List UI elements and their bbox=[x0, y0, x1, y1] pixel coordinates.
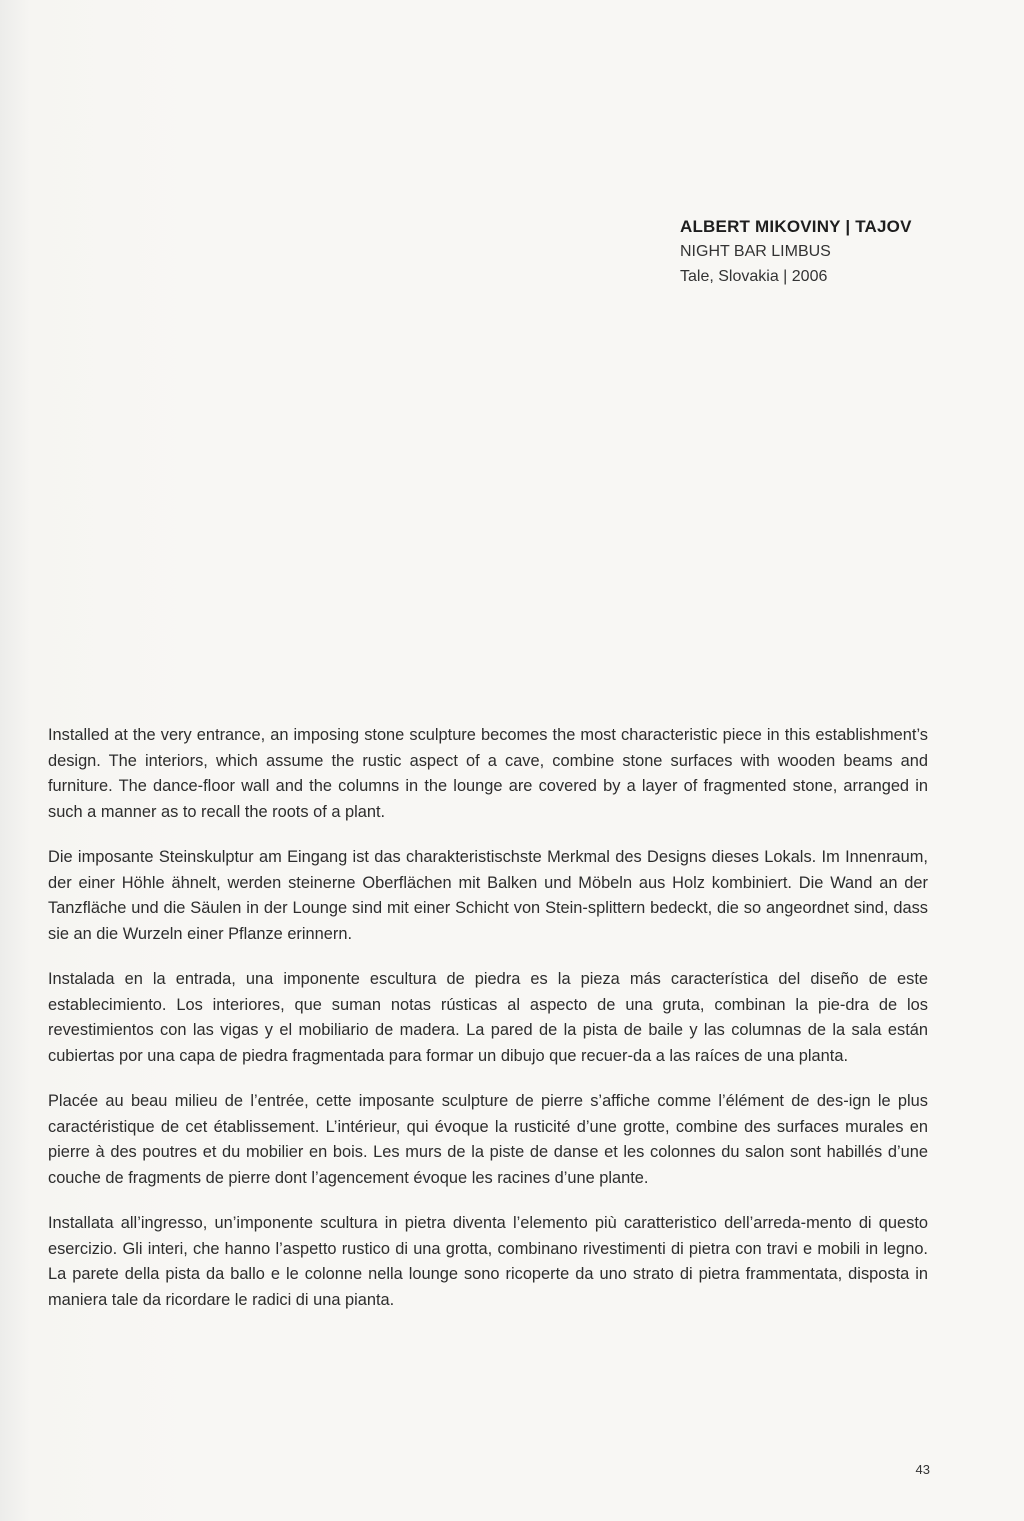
architect-name: ALBERT MIKOVINY | TAJOV bbox=[680, 217, 912, 236]
paragraph-french: Placée au beau milieu de l’entrée, cette imposante sculpture de pierre s’affiche comme l’élément de des-ign le plus caractéristique de cet établissement. L’intérieur, qui évoque la rusticité d’une grotte, combine des surfaces murales en pierre à des poutres et du mobilier en bois. Les murs de la piste de danse et les colonnes du salon sont habillés d’une couche de fragments de pierre dont l’agencement évoque les racines d’une plante. bbox=[48, 1092, 928, 1187]
project-location-year: Tale, Slovakia | 2006 bbox=[680, 268, 828, 285]
page-number: 43 bbox=[915, 1462, 930, 1477]
description-text bbox=[48, 723, 928, 1333]
paragraph-german: Die imposante Steinskulptur am Eingang ist das charakteristischste Merkmal des Designs dieses Lokals. Im Innenraum, der einer Höhle ähnelt, werden steinerne Oberflächen mit Balken und Möbeln aus Holz kombiniert. Die Wand an der Tanzfläche und die Säulen in der Lounge sind mit einer Schicht von Stein-splittern bedeckt, die so angeordnet sind, dass sie an die Wurzeln einer Pflanze erinnern. bbox=[48, 848, 928, 943]
paragraph-english: Installed at the very entrance, an imposing stone sculpture becomes the most characteristic piece in this establishment’s design. The interiors, which assume the rustic aspect of a cave, combine stone surfaces with wooden beams and furniture. The dance-floor wall and the columns in the lounge are covered by a layer of fragmented stone, arranged in such a manner as to recall the roots of a plant. bbox=[48, 726, 928, 821]
paragraph-spanish: Instalada en la entrada, una imponente escultura de piedra es la pieza más característica del diseño de este establecimiento. Los interiores, que suman notas rústicas al aspecto de una gruta, combinan la pie-dra de los revestimientos con las vigas y el mobiliario de madera. La pared de la pista de baile y las columnas de la sala están cubiertas por una capa de piedra fragmentada para formar un dibujo que recuer-da a las raíces de una planta. bbox=[48, 970, 928, 1065]
paragraph-italian: Installata all’ingresso, un’imponente scultura in pietra diventa l’elemento più caratteristico dell’arreda-mento di questo esercizio. Gli interi, che hanno l’aspetto rustico di una grotta, combinano rivestimenti di pietra con travi e mobili in legno. La parete della pista da ballo e le colonne nella lounge sono ricoperte da uno strato di pietra frammentata, disposta in maniera tale da ricordare le radici di una pianta. bbox=[48, 1214, 928, 1309]
project-title: NIGHT BAR LIMBUS bbox=[680, 243, 831, 260]
project-header bbox=[680, 214, 980, 289]
